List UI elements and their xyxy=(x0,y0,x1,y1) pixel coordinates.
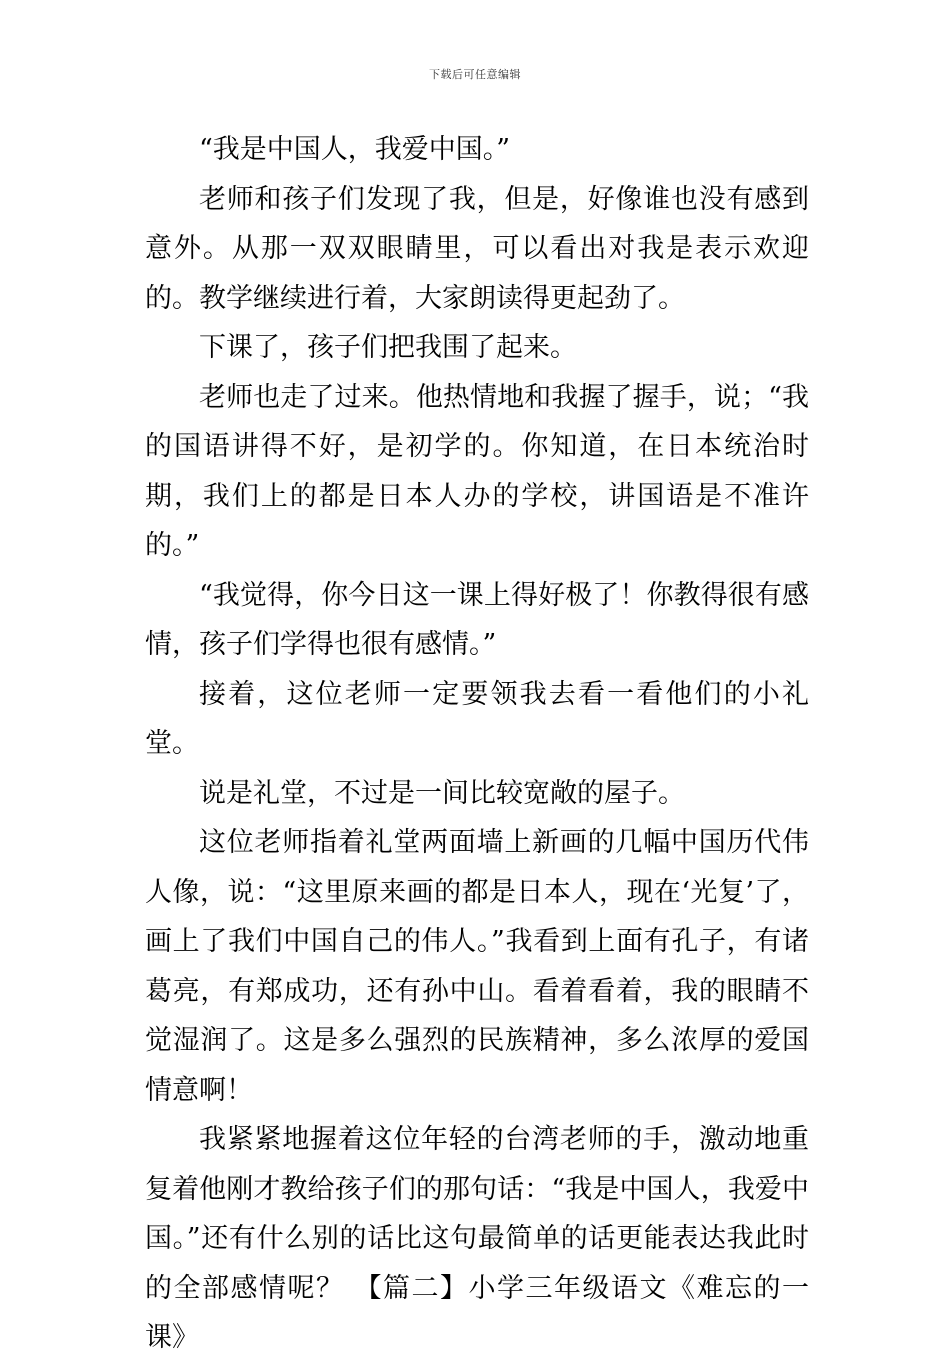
paragraph: 我紧紧地握着这位年轻的台湾老师的手，激动地重复着他刚才教给孩子们的那句话：“我是中国人，我爱中国。”还有什么别的话比这句最简单的话更能表达我此时的全部感情呢？ 【篇二】小学三年级语文《难忘的一课》 xyxy=(145,1124,809,1353)
paragraph: 接着，这位老师一定要领我去看一看他们的小礼堂。 xyxy=(145,678,809,759)
paragraph: 老师也走了过来。他热情地和我握了握手，说；“我的国语讲得不好，是初学的。你知道，在日本统治时期，我们上的都是日本人办的学校，讲国语是不准许的。” xyxy=(145,381,809,561)
paragraph: 老师和孩子们发现了我，但是，好像谁也没有感到意外。从那一双双眼睛里，可以看出对我是表示欢迎的。教学继续进行着，大家朗读得更起劲了。 xyxy=(145,183,809,314)
document-body xyxy=(145,125,809,1363)
paragraph: 说是礼堂，不过是一间比较宽敞的屋子。 xyxy=(199,777,685,809)
paragraph: 这位老师指着礼堂两面墙上新画的几幅中国历代伟人像，说：“这里原来画的都是日本人，现在‘光复’了，画上了我们中国自己的伟人。”我看到上面有孔子，有诸葛亮，有郑成功，还有孙中山。看着看着，我的眼睛不觉湿润了。这是多么强烈的民族精神，多么浓厚的爱国情意啊！ xyxy=(145,827,809,1106)
paragraph: “我是中国人，我爱中国。” xyxy=(199,134,511,165)
paragraph: “我觉得，你今日这一课上得好极了！你教得很有感情，孩子们学得也很有感情。” xyxy=(145,579,809,660)
page-header: 下载后可任意编辑 xyxy=(429,68,521,81)
paragraph: 下课了，孩子们把我围了起来。 xyxy=(199,332,577,363)
